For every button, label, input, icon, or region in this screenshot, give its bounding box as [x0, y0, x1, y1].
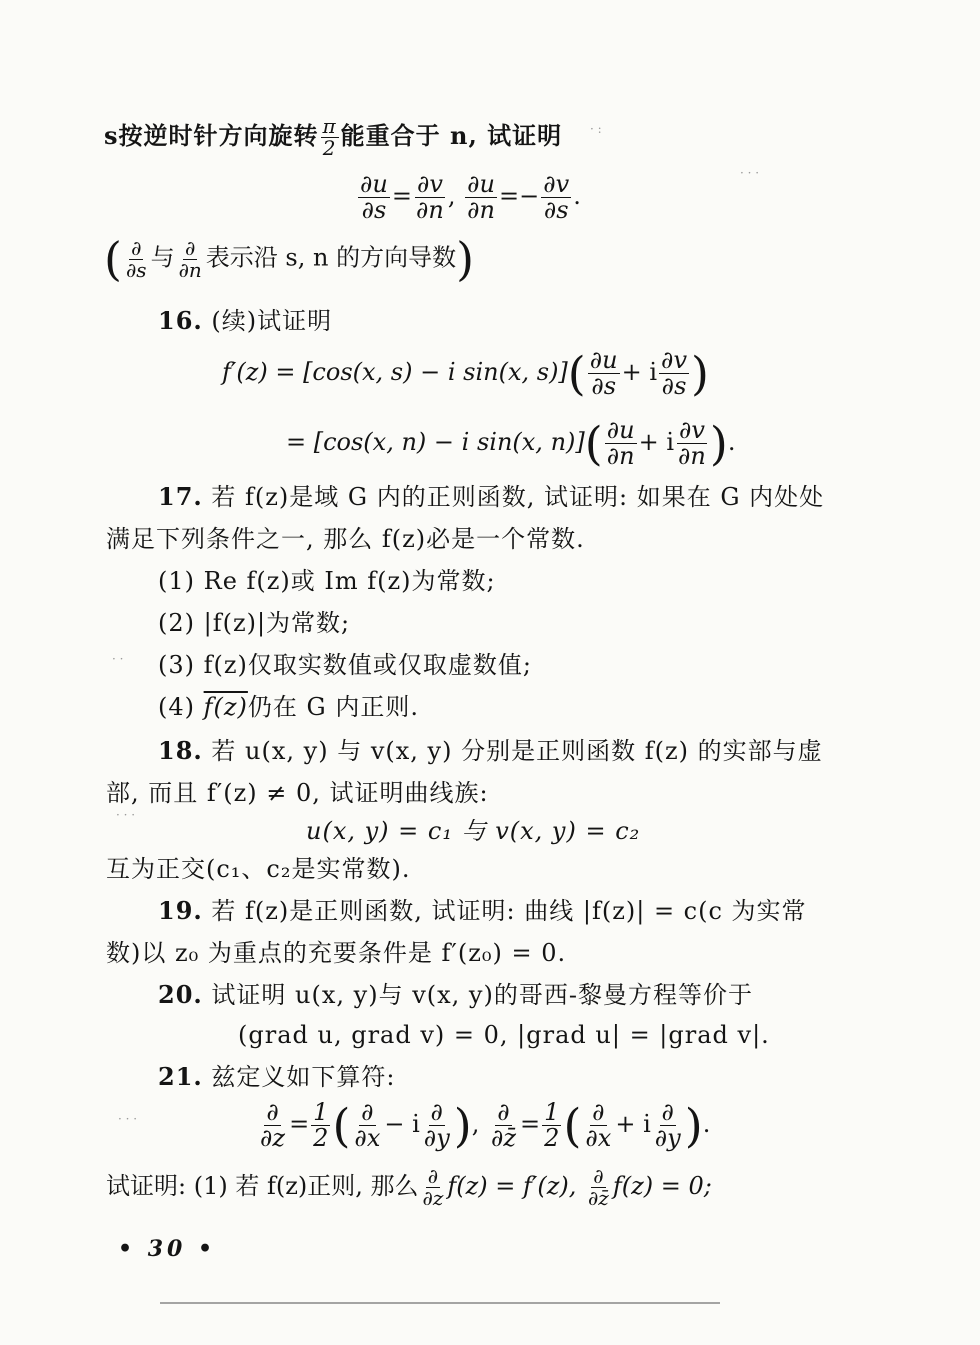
intro-line: s按逆时针方向旋转 $\frac{\pi}{2}$ 能重合于 n, 试证明	[104, 114, 563, 160]
problem-19-line-1: 19. 若 f(z)是正则函数, 试证明: 曲线 |f(z)| = c(c 为实常	[158, 896, 807, 925]
cauchy-riemann-directional-eq: $\frac{\partial u}{\partial s}$ = $\frac{\partial v}{\partial n}$ , $\frac{\partial u}{\partial n}$ =− $\frac{\partial v}{\partial s}$ .	[360, 170, 581, 225]
problem-16-eq-1: f′(z) = [cos(x, s) − i sin(x, s)]( $\frac{\partial u}{\partial s}$ + i $\frac{\partial v}{\partial s}$ )	[222, 346, 709, 401]
problem-18-line-2: 部, 而且 f′(z) ≠ 0, 试证明曲线族:	[106, 779, 489, 807]
pi-over-2: $\frac{\pi}{2}$	[322, 114, 337, 160]
problem-19-line-2: 数)以 z₀ 为重点的充要条件是 f′(z₀) = 0.	[106, 939, 567, 967]
condition-1: (1) Re f(z)或 Im f(z)为常数;	[158, 567, 496, 595]
problem-16-eq-2: = [cos(x, n) − i sin(x, n)]( $\frac{\partial u}{\partial n}$ + i $\frac{\partial v}{\partial n}$ ).	[286, 416, 736, 471]
page-number: • 30 •	[118, 1236, 217, 1262]
condition-2: (2) |f(z)|为常数;	[158, 609, 351, 637]
condition-4: (4) f(z)仍在 G 内正则.	[158, 693, 419, 721]
problem-18-line-1: 18. 若 u(x, y) 与 v(x, y) 分别是正则函数 f(z) 的实部与虚	[158, 736, 823, 765]
directional-derivative-note: ( $\frac{\partial}{\partial s}$ 与 $\frac{\partial}{\partial n}$ 表示沿 s, n 的方向导数)	[104, 232, 475, 286]
scan-speck: · ·	[112, 652, 124, 666]
scan-bottom-rule	[160, 1302, 720, 1304]
problem-21-part-1: 试证明: (1) 若 f(z)正则, 那么 $\frac{\partial}{\partial z}$ f(z) = f′(z), $\frac{\partial}{\partial z̄}$ f(z) = 0;	[106, 1164, 712, 1210]
problem-17-line-2: 满足下列条件之一, 那么 f(z)必是一个常数.	[106, 525, 585, 553]
problem-20-eq: (grad u, grad v) = 0, |grad u| = |grad v|.	[238, 1021, 770, 1049]
problem-17-line-1: 17. 若 f(z)是域 G 内的正则函数, 试证明: 如果在 G 内处处	[158, 482, 825, 511]
scan-speck: · · ·	[116, 808, 136, 822]
wirtinger-operators-eq: $\frac{\partial}{\partial z}$ = $\frac{1}{2}$ ( $\frac{\partial}{\partial x}$ − i $\frac{\partial}{\partial y}$ ), $\frac{\partial}{\partial z̄}$ = $\frac{1}{2}$ ( $\frac{\partial}{\partial x}$ + i $\frac{\partial}{\partial y}$ ).	[260, 1098, 711, 1153]
scan-speck: · · ·	[118, 1112, 138, 1126]
scan-speck: · · ·	[740, 166, 760, 180]
problem-18-line-3: 互为正交(c₁、c₂是实常数).	[106, 855, 411, 883]
problem-20-line-1: 20. 试证明 u(x, y)与 v(x, y)的哥西-黎曼方程等价于	[158, 980, 753, 1009]
problem-18-curves-eq: u(x, y) = c₁ 与 v(x, y) = c₂	[306, 817, 641, 845]
condition-3: (3) f(z)仅取实数值或仅取虚数值;	[158, 651, 532, 679]
problem-21-heading: 21. 兹定义如下算符:	[158, 1062, 396, 1091]
scan-speck: · :	[590, 122, 602, 136]
problem-16-heading: 16. (续)试证明	[158, 306, 333, 335]
